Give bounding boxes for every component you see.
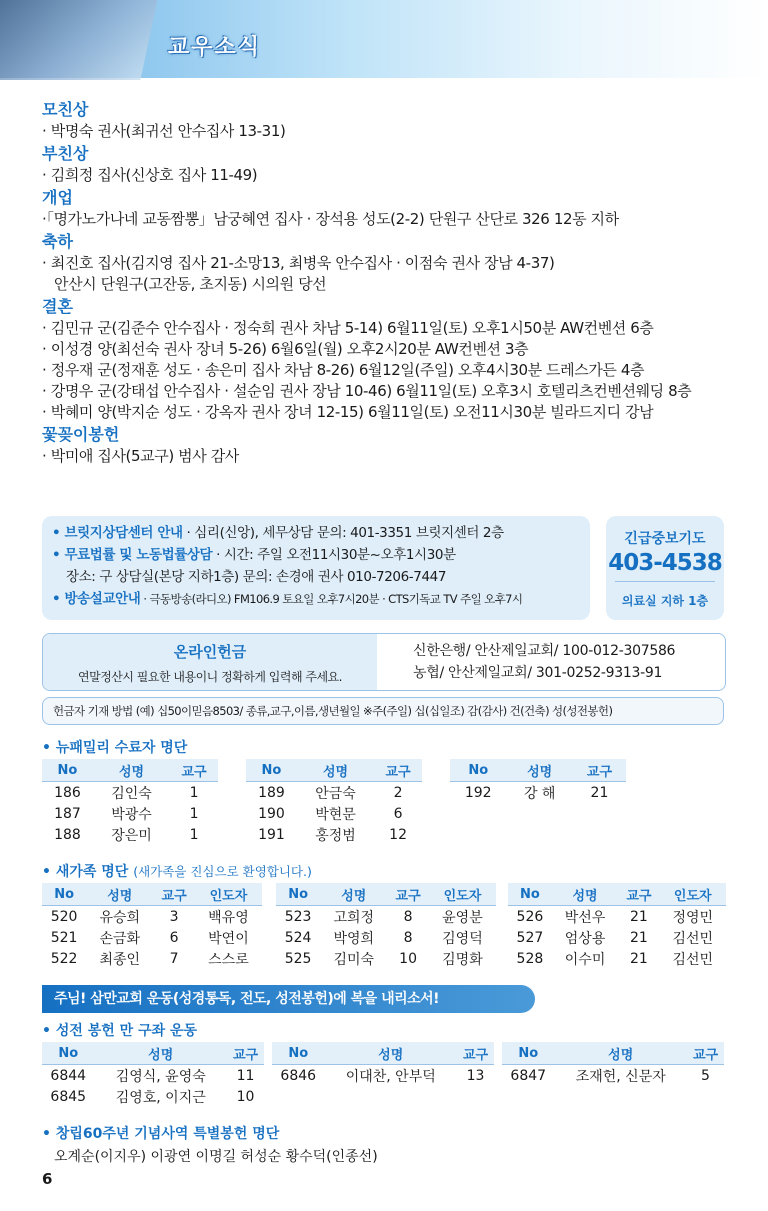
newmembers-table: [42, 883, 262, 969]
bank-account: 농협/ 안산제일교회/ 301-0252-9313-91: [413, 665, 663, 681]
col-header: 인도자: [429, 883, 496, 906]
col-header: No: [276, 883, 320, 906]
newfamily-table: [246, 759, 422, 845]
cell: 홍정범: [315, 827, 356, 844]
table-row: [508, 927, 726, 948]
cell: 528: [516, 950, 544, 967]
col-header: No: [246, 759, 297, 782]
cell: 박연이: [208, 930, 249, 947]
info-label: • 무료법률 및 노동법률상담: [52, 547, 213, 563]
cell: 박영희: [333, 930, 375, 947]
cell: 191: [258, 826, 285, 843]
cell: 김영식, 윤영숙: [115, 1068, 206, 1085]
table-row: [276, 948, 496, 969]
newmembers-title-text: • 새가족 명단: [42, 864, 129, 880]
col-header: No: [502, 1042, 554, 1065]
cell: 김미숙: [333, 951, 375, 968]
divider: [615, 581, 715, 582]
info-text: · 극동방송(라디오) FM106.9 토요일 오후7시20분 · CTS기독교 TV 주일 오후7시: [140, 592, 523, 606]
offering-table: [42, 1042, 264, 1107]
table-row: [246, 803, 422, 824]
news-section: [42, 296, 742, 423]
cell: 장은미: [111, 827, 152, 844]
info-label: • 방송설교안내: [52, 591, 141, 607]
section-line: · 김민규 군(김준수 안수집사 · 정숙희 권사 차남 5-14) 6월11일(토) 오후1시50분 AW컨벤션 6층: [42, 319, 654, 337]
page-number: 6: [42, 1170, 53, 1188]
section-line: · 박미애 집사(5교구) 범사 감사: [42, 447, 239, 465]
section-heading: 결혼: [42, 297, 73, 316]
section-heading: 축하: [42, 232, 73, 251]
online-offering-title: 온라인헌금: [173, 643, 247, 661]
section-line: · 이성경 양(최선숙 권사 장녀 5-26) 6월6일(월) 오후2시20분 AW컨벤션 3층: [42, 340, 529, 358]
col-header: 교구: [374, 759, 422, 782]
cell: 김선민: [672, 951, 714, 968]
table-row: [42, 1086, 264, 1107]
cell: 6847: [510, 1067, 547, 1084]
col-header: 교구: [227, 1042, 264, 1065]
prayer-title: 긴급중보기도: [624, 531, 706, 547]
col-header: 인도자: [659, 883, 726, 906]
col-header: 성명: [94, 1042, 227, 1065]
card-image: [0, 0, 160, 80]
news-section: [42, 231, 742, 295]
info-row: 장소: 구 상담실(본당 지하1층) 문의: 손경애 권사 010-7206-7447: [66, 569, 447, 585]
col-header: 교구: [153, 883, 195, 906]
cell: 21: [629, 950, 648, 967]
info-row: [52, 544, 580, 566]
section-line: · 박혜미 양(박지순 성도 · 강옥자 권사 장녀 12-15) 6월11일(토) 오전11시30분 빌라드지디 강남: [42, 403, 654, 421]
cell: 12: [389, 826, 407, 843]
cell: 손금화: [99, 930, 141, 947]
news-section: [42, 143, 742, 186]
table-row: [42, 948, 262, 969]
table-row: [42, 824, 218, 845]
cell: 21: [590, 784, 609, 801]
info-label: • 브릿지상담센터 안내: [52, 525, 183, 541]
online-offering-label: [43, 634, 377, 690]
cell: 525: [284, 950, 312, 967]
newmembers-table: [508, 883, 726, 969]
table-row: [42, 927, 262, 948]
offering-method: 헌금자 기재 방법 (예) 십50이믿음8503/ 종류,교구,이름,생년월일 ※주(주일) 십(십일조) 감(감사) 건(건축) 성(성전봉헌): [42, 697, 724, 725]
cell: 190: [258, 805, 285, 822]
cell: 엄상용: [564, 930, 606, 947]
info-box: [42, 516, 590, 620]
cell: 6846: [280, 1067, 317, 1084]
cell: 8: [403, 929, 413, 946]
cell: 6: [393, 805, 403, 822]
cell: 3: [169, 908, 179, 925]
col-header: 교구: [618, 883, 659, 906]
table-row: [272, 1065, 494, 1087]
online-offering-box: [42, 633, 726, 691]
news-section: [42, 99, 742, 142]
cell: 11: [236, 1067, 255, 1084]
cell: 10: [399, 950, 417, 967]
col-header: No: [272, 1042, 324, 1065]
cell: 김인숙: [111, 785, 152, 802]
section-line: ·「명가노가나네 교동짬뽕」남궁혜연 집사 · 장석용 성도(2-2) 단원구 산단로 326 12동 지하: [42, 210, 619, 228]
col-header: 교구: [170, 759, 218, 782]
cell: 유승희: [99, 909, 141, 926]
section-heading: 꽃꽂이봉헌: [42, 425, 120, 444]
col-header: 교구: [573, 759, 626, 782]
table-row: [246, 782, 422, 804]
cell: 526: [516, 908, 544, 925]
col-header: 성명: [506, 759, 573, 782]
section-line: · 박명숙 권사(최귀선 안수집사 13-31): [42, 122, 286, 140]
info-row: [52, 522, 580, 544]
newmembers-subtitle: (새가족을 진심으로 환영합니다.): [133, 864, 312, 879]
col-header: No: [42, 759, 93, 782]
bank-account: 신한은행/ 안산제일교회/ 100-012-307586: [413, 643, 676, 659]
offering-title: • 성전 봉헌 만 구좌 운동: [42, 1023, 198, 1039]
col-header: No: [450, 759, 506, 782]
cell: 1: [189, 805, 199, 822]
table-row: [276, 906, 496, 928]
col-header: 성명: [324, 1042, 457, 1065]
cell: 스스로: [208, 951, 249, 968]
prayer-place: 의료실 지하 1층: [621, 594, 709, 608]
cell: 이수미: [564, 951, 606, 968]
offering-table: [502, 1042, 724, 1086]
cell: 2: [393, 784, 403, 801]
cell: 강 해: [523, 785, 556, 802]
section-heading: 부친상: [42, 144, 89, 163]
online-offering-note: 연말정산시 필요한 내용이니 정확하게 입력해 주세요.: [78, 670, 342, 684]
table-row: [42, 906, 262, 928]
newfamily-table: [42, 759, 218, 845]
newmembers-title: [42, 861, 312, 881]
cell: 5: [701, 1067, 710, 1084]
cell: 백유영: [208, 909, 249, 926]
section-heading: 모친상: [42, 100, 89, 119]
cell: 정영민: [672, 909, 714, 926]
cell: 박광수: [111, 806, 152, 823]
section-heading: 개업: [42, 188, 73, 207]
offering-table: [272, 1042, 494, 1086]
table-row: [42, 803, 218, 824]
cell: 최종인: [99, 951, 141, 968]
table-row: [508, 906, 726, 928]
table-row: [276, 927, 496, 948]
cell: 이대찬, 안부덕: [345, 1068, 436, 1085]
prayer-box: [606, 516, 724, 620]
cell: 안금숙: [315, 785, 356, 802]
cell: 10: [236, 1088, 255, 1105]
news-section: [42, 424, 742, 467]
cell: 188: [54, 826, 81, 843]
cell: 189: [258, 784, 285, 801]
col-header: No: [508, 883, 552, 906]
cell: 520: [50, 908, 78, 925]
cell: 6845: [50, 1088, 87, 1105]
cell: 522: [50, 950, 78, 967]
cell: 1: [189, 826, 199, 843]
col-header: 성명: [297, 759, 374, 782]
col-header: 교구: [387, 883, 429, 906]
col-header: No: [42, 1042, 94, 1065]
cell: 527: [516, 929, 544, 946]
prayer-banner: 주님! 삼만교회 운동(성경통독, 전도, 성전봉헌)에 복을 내리소서!: [42, 985, 535, 1013]
anniversary-title: • 창립60주년 기념사역 특별봉헌 명단: [42, 1126, 280, 1142]
cell: 7: [169, 950, 179, 967]
info-row: [52, 588, 580, 610]
cell: 김영호, 이지근: [115, 1089, 206, 1106]
newmembers-table: [276, 883, 496, 969]
col-header: 성명: [86, 883, 153, 906]
section-line: · 강명우 군(강태섭 안수집사 · 설순임 권사 장남 10-46) 6월11일(토) 오후3시 호텔리츠컨벤션웨딩 8층: [42, 382, 692, 400]
table-row: [246, 824, 422, 845]
newfamily-table: [450, 759, 626, 803]
cell: 187: [54, 805, 81, 822]
info-text: · 시간: 주일 오전11시30분~오후1시30분: [212, 547, 456, 563]
cell: 186: [54, 784, 81, 801]
cell: 김선민: [672, 930, 714, 947]
col-header: 교구: [687, 1042, 724, 1065]
cell: 523: [284, 908, 312, 925]
cell: 김영덕: [442, 930, 483, 947]
col-header: 인도자: [195, 883, 262, 906]
cell: 21: [629, 908, 648, 925]
page-title: 교우소식: [168, 35, 262, 60]
section-line: · 김희정 집사(신상호 집사 11-49): [42, 166, 258, 184]
col-header: 성명: [552, 883, 619, 906]
cell: 박현문: [315, 806, 356, 823]
cell: 1: [189, 784, 199, 801]
section-line: · 최진호 집사(김지영 집사 21-소망13, 최병욱 안수집사 · 이점숙 권사 장남 4-37): [42, 254, 555, 272]
table-row: [502, 1065, 724, 1087]
news-section: [42, 187, 742, 230]
col-header: 교구: [457, 1042, 494, 1065]
table-row: [508, 948, 726, 969]
col-header: 성명: [554, 1042, 687, 1065]
cell: 6844: [50, 1067, 87, 1084]
cell: 윤영분: [442, 909, 483, 926]
news-list: [42, 98, 742, 467]
table-row: [42, 1065, 264, 1087]
header-banner: [0, 0, 768, 78]
col-header: 성명: [320, 883, 387, 906]
prayer-phone: 403-4538: [608, 550, 722, 576]
cell: 조재헌, 신문자: [575, 1068, 666, 1085]
info-text: · 심리(신앙), 세무상담 문의: 401-3351 브릿지센터 2층: [182, 525, 504, 541]
section-line: · 정우재 군(정재훈 성도 · 송은미 집사 차남 8-26) 6월12일(주일) 오후4시30분 드레스가든 4층: [42, 361, 645, 379]
cell: 박선우: [564, 909, 606, 926]
cell: 김명화: [442, 951, 483, 968]
col-header: 성명: [93, 759, 170, 782]
cell: 524: [284, 929, 312, 946]
table-row: [42, 782, 218, 804]
cell: 고희정: [333, 909, 375, 926]
anniversary-names: 오계순(이지우) 이광연 이명길 허성순 황수덕(인종선): [54, 1149, 378, 1165]
cell: 21: [629, 929, 648, 946]
cell: 192: [464, 784, 492, 801]
bank-accounts: [413, 640, 675, 684]
newfamily-title: • 뉴패밀리 수료자 명단: [42, 740, 188, 756]
table-row: [450, 782, 626, 804]
cell: 8: [403, 908, 413, 925]
cell: 6: [169, 929, 179, 946]
section-line: 안산시 단원구(고잔동, 초지동) 시의원 당선: [54, 275, 327, 293]
col-header: No: [42, 883, 86, 906]
cell: 521: [50, 929, 78, 946]
cell: 13: [466, 1067, 485, 1084]
